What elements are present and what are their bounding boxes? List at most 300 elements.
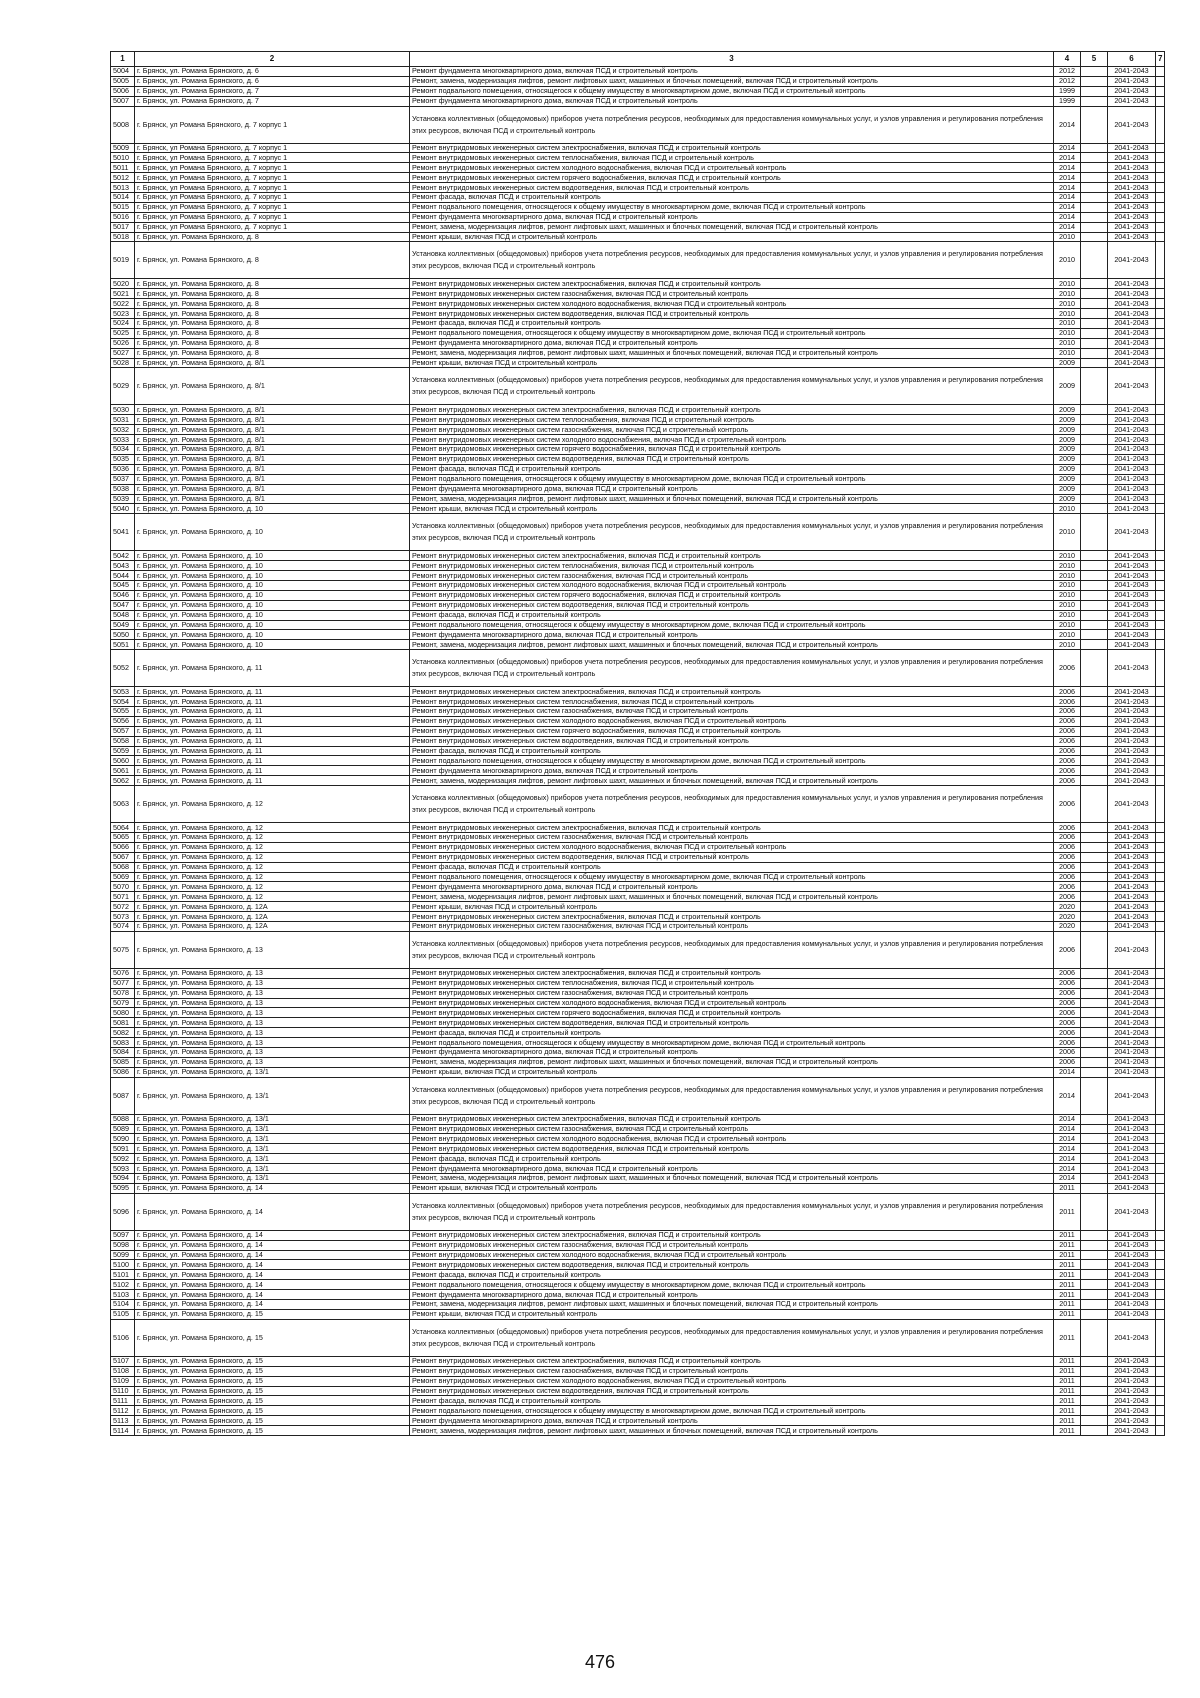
work-type-cell: Ремонт подвального помещения, относящегося к общему имуществу в многоквартирном доме, включая ПСД и строительный контроль	[410, 872, 1054, 882]
work-type-cell: Ремонт подвального помещения, относящегося к общему имуществу в многоквартирном доме, включая ПСД и строительный контроль	[410, 328, 1054, 338]
address-cell: г. Брянск, ул. Романа Брянского, д. 13	[135, 1028, 410, 1038]
table-row	[111, 882, 1165, 892]
commission-year-cell: 2006	[1054, 1057, 1081, 1067]
column-5-cell	[1081, 514, 1108, 551]
row-number-cell: 5052	[111, 650, 135, 687]
work-type-cell: Ремонт фасада, включая ПСД и строительный контроль	[410, 464, 1054, 474]
work-type-cell: Ремонт внутридомовых инженерных систем теплоснабжения, включая ПСД и строительный контроль	[410, 415, 1054, 425]
work-type-cell: Ремонт внутридомовых инженерных систем холодного водоснабжения, включая ПСД и строительный контроль	[410, 580, 1054, 590]
row-number-cell: 5013	[111, 183, 135, 193]
work-type-cell: Ремонт внутридомовых инженерных систем газоснабжения, включая ПСД и строительный контроль	[410, 571, 1054, 581]
address-cell: г. Брянск, ул. Романа Брянского, д. 13/1	[135, 1114, 410, 1124]
repair-period-cell: 2041-2043	[1108, 756, 1156, 766]
commission-year-cell: 2014	[1054, 183, 1081, 193]
address-cell: г. Брянск, ул. Романа Брянского, д. 8/1	[135, 464, 410, 474]
table-row	[111, 1356, 1165, 1366]
row-number-cell: 5091	[111, 1144, 135, 1154]
table-row	[111, 153, 1165, 163]
table-row	[111, 464, 1165, 474]
table-row	[111, 309, 1165, 319]
column-7-cell	[1156, 504, 1165, 514]
row-number-cell: 5109	[111, 1376, 135, 1386]
repair-period-cell: 2041-2043	[1108, 232, 1156, 242]
column-7-cell	[1156, 746, 1165, 756]
commission-year-cell: 2010	[1054, 309, 1081, 319]
work-type-cell: Ремонт внутридомовых инженерных систем холодного водоснабжения, включая ПСД и строительный контроль	[410, 1134, 1054, 1144]
table-row	[111, 484, 1165, 494]
column-7-cell	[1156, 1290, 1165, 1300]
address-cell: г. Брянск, ул. Романа Брянского, д. 13/1	[135, 1154, 410, 1164]
column-header: 3	[410, 52, 1054, 67]
commission-year-cell: 2011	[1054, 1240, 1081, 1250]
column-5-cell	[1081, 464, 1108, 474]
repair-period-cell: 2041-2043	[1108, 968, 1156, 978]
row-number-cell: 5093	[111, 1164, 135, 1174]
repair-period-cell: 2041-2043	[1108, 630, 1156, 640]
commission-year-cell: 2014	[1054, 1077, 1081, 1114]
commission-year-cell: 2014	[1054, 143, 1081, 153]
row-number-cell: 5077	[111, 978, 135, 988]
row-number-cell: 5064	[111, 823, 135, 833]
address-cell: г. Брянск, ул. Романа Брянского, д. 12	[135, 786, 410, 823]
address-cell: г. Брянск, ул. Романа Брянского, д. 12А	[135, 922, 410, 932]
table-row	[111, 289, 1165, 299]
column-5-cell	[1081, 620, 1108, 630]
column-5-cell	[1081, 1008, 1108, 1018]
column-5-cell	[1081, 1018, 1108, 1028]
column-7-cell	[1156, 1048, 1165, 1058]
commission-year-cell: 2006	[1054, 978, 1081, 988]
address-cell: г. Брянск, ул Романа Брянского, д. 7 корпус 1	[135, 106, 410, 143]
address-cell: г. Брянск, ул. Романа Брянского, д. 12	[135, 862, 410, 872]
address-cell: г. Брянск, ул. Романа Брянского, д. 13/1	[135, 1124, 410, 1134]
row-number-cell: 5062	[111, 776, 135, 786]
address-cell: г. Брянск, ул. Романа Брянского, д. 11	[135, 687, 410, 697]
table-row	[111, 1300, 1165, 1310]
address-cell: г. Брянск, ул. Романа Брянского, д. 13	[135, 998, 410, 1008]
column-5-cell	[1081, 736, 1108, 746]
commission-year-cell: 2006	[1054, 786, 1081, 823]
column-7-cell	[1156, 368, 1165, 405]
column-5-cell	[1081, 425, 1108, 435]
row-number-cell: 5021	[111, 289, 135, 299]
address-cell: г. Брянск, ул. Романа Брянского, д. 10	[135, 600, 410, 610]
repair-period-cell: 2041-2043	[1108, 1124, 1156, 1134]
commission-year-cell: 2006	[1054, 988, 1081, 998]
repair-period-cell: 2041-2043	[1108, 571, 1156, 581]
commission-year-cell: 2011	[1054, 1356, 1081, 1366]
column-5-cell	[1081, 202, 1108, 212]
address-cell: г. Брянск, ул. Романа Брянского, д. 11	[135, 706, 410, 716]
column-7-cell	[1156, 726, 1165, 736]
table-row	[111, 76, 1165, 86]
table-row	[111, 1057, 1165, 1067]
address-cell: г. Брянск, ул. Романа Брянского, д. 12	[135, 823, 410, 833]
table-row	[111, 620, 1165, 630]
table-row	[111, 474, 1165, 484]
column-5-cell	[1081, 988, 1108, 998]
column-7-cell	[1156, 1426, 1165, 1436]
commission-year-cell: 2009	[1054, 368, 1081, 405]
table-row	[111, 242, 1165, 279]
commission-year-cell: 2010	[1054, 299, 1081, 309]
row-number-cell: 5051	[111, 640, 135, 650]
table-row	[111, 1164, 1165, 1174]
repair-period-cell: 2041-2043	[1108, 454, 1156, 464]
commission-year-cell: 2006	[1054, 892, 1081, 902]
column-5-cell	[1081, 1250, 1108, 1260]
work-type-cell: Ремонт крыши, включая ПСД и строительный контроль	[410, 232, 1054, 242]
row-number-cell: 5023	[111, 309, 135, 319]
address-cell: г. Брянск, ул Романа Брянского, д. 7 корпус 1	[135, 183, 410, 193]
column-7-cell	[1156, 1309, 1165, 1319]
table-row	[111, 348, 1165, 358]
address-cell: г. Брянск, ул. Романа Брянского, д. 11	[135, 746, 410, 756]
column-5-cell	[1081, 746, 1108, 756]
column-7-cell	[1156, 1038, 1165, 1048]
column-7-cell	[1156, 106, 1165, 143]
repair-period-cell: 2041-2043	[1108, 1114, 1156, 1124]
address-cell: г. Брянск, ул. Романа Брянского, д. 10	[135, 514, 410, 551]
repair-period-cell: 2041-2043	[1108, 776, 1156, 786]
table-row	[111, 299, 1165, 309]
table-row	[111, 405, 1165, 415]
work-type-cell: Ремонт крыши, включая ПСД и строительный контроль	[410, 902, 1054, 912]
row-number-cell: 5082	[111, 1028, 135, 1038]
row-number-cell: 5029	[111, 368, 135, 405]
table-row	[111, 1366, 1165, 1376]
commission-year-cell: 2011	[1054, 1280, 1081, 1290]
column-7-cell	[1156, 1077, 1165, 1114]
column-5-cell	[1081, 580, 1108, 590]
column-7-cell	[1156, 902, 1165, 912]
address-cell: г. Брянск, ул. Романа Брянского, д. 8	[135, 328, 410, 338]
column-5-cell	[1081, 299, 1108, 309]
column-7-cell	[1156, 464, 1165, 474]
commission-year-cell: 2010	[1054, 348, 1081, 358]
table-row	[111, 697, 1165, 707]
work-type-cell: Ремонт внутридомовых инженерных систем теплоснабжения, включая ПСД и строительный контроль	[410, 697, 1054, 707]
table-row	[111, 1290, 1165, 1300]
table-row	[111, 222, 1165, 232]
column-7-cell	[1156, 580, 1165, 590]
column-7-cell	[1156, 1240, 1165, 1250]
column-5-cell	[1081, 571, 1108, 581]
column-5-cell	[1081, 1124, 1108, 1134]
table-row	[111, 1028, 1165, 1038]
row-number-cell: 5045	[111, 580, 135, 590]
work-type-cell: Ремонт фундамента многоквартирного дома, включая ПСД и строительный контроль	[410, 1290, 1054, 1300]
repair-period-cell: 2041-2043	[1108, 193, 1156, 203]
commission-year-cell: 2010	[1054, 514, 1081, 551]
row-number-cell: 5015	[111, 202, 135, 212]
table-row	[111, 1144, 1165, 1154]
column-7-cell	[1156, 143, 1165, 153]
column-7-cell	[1156, 299, 1165, 309]
commission-year-cell: 2014	[1054, 1114, 1081, 1124]
table-row	[111, 561, 1165, 571]
commission-year-cell: 2009	[1054, 415, 1081, 425]
column-5-cell	[1081, 504, 1108, 514]
table-row	[111, 580, 1165, 590]
commission-year-cell: 2010	[1054, 279, 1081, 289]
work-type-cell: Ремонт внутридомовых инженерных систем газоснабжения, включая ПСД и строительный контроль	[410, 706, 1054, 716]
table-row	[111, 786, 1165, 823]
table-row	[111, 1114, 1165, 1124]
commission-year-cell: 2009	[1054, 464, 1081, 474]
column-7-cell	[1156, 922, 1165, 932]
repair-period-cell: 2041-2043	[1108, 1144, 1156, 1154]
work-type-cell: Ремонт подвального помещения, относящегося к общему имуществу в многоквартирном доме, включая ПСД и строительный контроль	[410, 756, 1054, 766]
address-cell: г. Брянск, ул. Романа Брянского, д. 13/1	[135, 1134, 410, 1144]
column-5-cell	[1081, 1164, 1108, 1174]
table-row	[111, 640, 1165, 650]
column-header: 1	[111, 52, 135, 67]
work-type-cell: Ремонт, замена, модернизация лифтов, ремонт лифтовых шахт, машинных и блочных помещений, включая ПСД и строительный контроль	[410, 640, 1054, 650]
table-row	[111, 823, 1165, 833]
repair-period-cell: 2041-2043	[1108, 1008, 1156, 1018]
column-5-cell	[1081, 1230, 1108, 1240]
table-row	[111, 1154, 1165, 1164]
table-row	[111, 494, 1165, 504]
work-type-cell: Ремонт внутридомовых инженерных систем газоснабжения, включая ПСД и строительный контроль	[410, 1240, 1054, 1250]
address-cell: г. Брянск, ул. Романа Брянского, д. 8	[135, 348, 410, 358]
row-number-cell: 5076	[111, 968, 135, 978]
column-5-cell	[1081, 1144, 1108, 1154]
work-type-cell: Ремонт, замена, модернизация лифтов, ремонт лифтовых шахт, машинных и блочных помещений, включая ПСД и строительный контроль	[410, 348, 1054, 358]
table-row	[111, 978, 1165, 988]
commission-year-cell: 2006	[1054, 832, 1081, 842]
address-cell: г. Брянск, ул. Романа Брянского, д. 14	[135, 1290, 410, 1300]
row-number-cell: 5004	[111, 67, 135, 77]
repair-period-cell: 2041-2043	[1108, 106, 1156, 143]
column-7-cell	[1156, 484, 1165, 494]
column-7-cell	[1156, 736, 1165, 746]
column-7-cell	[1156, 435, 1165, 445]
work-type-cell: Установка коллективных (общедомовых) приборов учета потребления ресурсов, необходимых для предоставления коммунальных услуг, и узлов управления и регулирования потребления этих ресурсов, включая ПСД и строительный контроль	[410, 786, 1054, 823]
row-number-cell: 5097	[111, 1230, 135, 1240]
column-5-cell	[1081, 106, 1108, 143]
repair-period-cell: 2041-2043	[1108, 600, 1156, 610]
repair-period-cell: 2041-2043	[1108, 319, 1156, 329]
row-number-cell: 5012	[111, 173, 135, 183]
commission-year-cell: 2006	[1054, 746, 1081, 756]
work-type-cell: Ремонт внутридомовых инженерных систем газоснабжения, включая ПСД и строительный контроль	[410, 289, 1054, 299]
work-type-cell: Ремонт, замена, модернизация лифтов, ремонт лифтовых шахт, машинных и блочных помещений, включая ПСД и строительный контроль	[410, 222, 1054, 232]
commission-year-cell: 2006	[1054, 862, 1081, 872]
work-type-cell: Ремонт внутридомовых инженерных систем водоотведения, включая ПСД и строительный контроль	[410, 852, 1054, 862]
column-header: 7	[1156, 52, 1165, 67]
repair-period-cell: 2041-2043	[1108, 650, 1156, 687]
repair-period-cell: 2041-2043	[1108, 183, 1156, 193]
row-number-cell: 5049	[111, 620, 135, 630]
repair-period-cell: 2041-2043	[1108, 1416, 1156, 1426]
row-number-cell: 5054	[111, 697, 135, 707]
work-type-cell: Ремонт внутридомовых инженерных систем горячего водоснабжения, включая ПСД и строительный контроль	[410, 726, 1054, 736]
column-7-cell	[1156, 1067, 1165, 1077]
commission-year-cell: 2006	[1054, 968, 1081, 978]
table-row	[111, 1240, 1165, 1250]
row-number-cell: 5016	[111, 212, 135, 222]
commission-year-cell: 2006	[1054, 823, 1081, 833]
repair-period-cell: 2041-2043	[1108, 766, 1156, 776]
address-cell: г. Брянск, ул. Романа Брянского, д. 13/1	[135, 1067, 410, 1077]
column-7-cell	[1156, 319, 1165, 329]
commission-year-cell: 2010	[1054, 338, 1081, 348]
row-number-cell: 5101	[111, 1270, 135, 1280]
commission-year-cell: 2011	[1054, 1376, 1081, 1386]
row-number-cell: 5105	[111, 1309, 135, 1319]
column-7-cell	[1156, 600, 1165, 610]
address-cell: г. Брянск, ул. Романа Брянского, д. 10	[135, 580, 410, 590]
address-cell: г. Брянск, ул. Романа Брянского, д. 14	[135, 1193, 410, 1230]
address-cell: г. Брянск, ул Романа Брянского, д. 7 корпус 1	[135, 153, 410, 163]
work-type-cell: Ремонт подвального помещения, относящегося к общему имуществу в многоквартирном доме, включая ПСД и строительный контроль	[410, 1280, 1054, 1290]
column-7-cell	[1156, 1144, 1165, 1154]
table-row	[111, 328, 1165, 338]
commission-year-cell: 2011	[1054, 1260, 1081, 1270]
work-type-cell: Установка коллективных (общедомовых) приборов учета потребления ресурсов, необходимых для предоставления коммунальных услуг, и узлов управления и регулирования потребления этих ресурсов, включая ПСД и строительный контроль	[410, 242, 1054, 279]
address-cell: г. Брянск, ул. Романа Брянского, д. 8	[135, 309, 410, 319]
commission-year-cell: 2009	[1054, 454, 1081, 464]
repair-period-cell: 2041-2043	[1108, 202, 1156, 212]
column-5-cell	[1081, 882, 1108, 892]
column-5-cell	[1081, 222, 1108, 232]
column-7-cell	[1156, 687, 1165, 697]
commission-year-cell: 2006	[1054, 998, 1081, 1008]
address-cell: г. Брянск, ул. Романа Брянского, д. 15	[135, 1376, 410, 1386]
repair-period-cell: 2041-2043	[1108, 328, 1156, 338]
commission-year-cell: 2009	[1054, 358, 1081, 368]
work-type-cell: Ремонт внутридомовых инженерных систем горячего водоснабжения, включая ПСД и строительный контроль	[410, 445, 1054, 455]
column-7-cell	[1156, 514, 1165, 551]
table-row	[111, 706, 1165, 716]
commission-year-cell: 2009	[1054, 474, 1081, 484]
address-cell: г. Брянск, ул. Романа Брянского, д. 15	[135, 1319, 410, 1356]
commission-year-cell: 2011	[1054, 1416, 1081, 1426]
column-7-cell	[1156, 1154, 1165, 1164]
table-row	[111, 1008, 1165, 1018]
column-7-cell	[1156, 571, 1165, 581]
commission-year-cell: 2010	[1054, 504, 1081, 514]
commission-year-cell: 2014	[1054, 1124, 1081, 1134]
work-type-cell: Ремонт фасада, включая ПСД и строительный контроль	[410, 1270, 1054, 1280]
repair-period-cell: 2041-2043	[1108, 1067, 1156, 1077]
repair-period-cell: 2041-2043	[1108, 153, 1156, 163]
address-cell: г. Брянск, ул. Романа Брянского, д. 12А	[135, 912, 410, 922]
address-cell: г. Брянск, ул. Романа Брянского, д. 14	[135, 1250, 410, 1260]
commission-year-cell: 2014	[1054, 1134, 1081, 1144]
column-7-cell	[1156, 289, 1165, 299]
column-5-cell	[1081, 1183, 1108, 1193]
address-cell: г. Брянск, ул. Романа Брянского, д. 8/1	[135, 484, 410, 494]
column-5-cell	[1081, 716, 1108, 726]
address-cell: г. Брянск, ул Романа Брянского, д. 7 корпус 1	[135, 212, 410, 222]
column-5-cell	[1081, 1154, 1108, 1164]
column-5-cell	[1081, 1309, 1108, 1319]
column-7-cell	[1156, 697, 1165, 707]
column-7-cell	[1156, 1134, 1165, 1144]
column-5-cell	[1081, 1067, 1108, 1077]
column-7-cell	[1156, 153, 1165, 163]
address-cell: г. Брянск, ул. Романа Брянского, д. 10	[135, 630, 410, 640]
column-7-cell	[1156, 183, 1165, 193]
repair-period-cell: 2041-2043	[1108, 415, 1156, 425]
commission-year-cell: 2014	[1054, 1067, 1081, 1077]
column-5-cell	[1081, 193, 1108, 203]
column-5-cell	[1081, 1048, 1108, 1058]
address-cell: г. Брянск, ул. Романа Брянского, д. 11	[135, 736, 410, 746]
commission-year-cell: 2006	[1054, 687, 1081, 697]
address-cell: г. Брянск, ул. Романа Брянского, д. 11	[135, 766, 410, 776]
table-body	[111, 67, 1165, 1436]
address-cell: г. Брянск, ул. Романа Брянского, д. 6	[135, 76, 410, 86]
column-5-cell	[1081, 484, 1108, 494]
commission-year-cell: 2009	[1054, 425, 1081, 435]
row-number-cell: 5009	[111, 143, 135, 153]
row-number-cell: 5039	[111, 494, 135, 504]
repair-period-cell: 2041-2043	[1108, 922, 1156, 932]
row-number-cell: 5032	[111, 425, 135, 435]
column-7-cell	[1156, 1280, 1165, 1290]
address-cell: г. Брянск, ул. Романа Брянского, д. 10	[135, 561, 410, 571]
repair-period-cell: 2041-2043	[1108, 1426, 1156, 1436]
repair-period-cell: 2041-2043	[1108, 1230, 1156, 1240]
work-type-cell: Ремонт внутридомовых инженерных систем теплоснабжения, включая ПСД и строительный контроль	[410, 978, 1054, 988]
repair-period-cell: 2041-2043	[1108, 242, 1156, 279]
column-5-cell	[1081, 1290, 1108, 1300]
table-row	[111, 183, 1165, 193]
table-header-row	[111, 52, 1165, 67]
work-type-cell: Ремонт фасада, включая ПСД и строительный контроль	[410, 1396, 1054, 1406]
column-7-cell	[1156, 640, 1165, 650]
table-row	[111, 86, 1165, 96]
repair-period-cell: 2041-2043	[1108, 1270, 1156, 1280]
row-number-cell: 5060	[111, 756, 135, 766]
commission-year-cell: 2010	[1054, 289, 1081, 299]
row-number-cell: 5092	[111, 1154, 135, 1164]
column-7-cell	[1156, 561, 1165, 571]
work-type-cell: Ремонт внутридомовых инженерных систем горячего водоснабжения, включая ПСД и строительный контроль	[410, 590, 1054, 600]
table-row	[111, 202, 1165, 212]
repair-period-cell: 2041-2043	[1108, 1183, 1156, 1193]
repair-period-cell: 2041-2043	[1108, 1048, 1156, 1058]
table-row	[111, 842, 1165, 852]
column-7-cell	[1156, 650, 1165, 687]
address-cell: г. Брянск, ул. Романа Брянского, д. 14	[135, 1230, 410, 1240]
row-number-cell: 5071	[111, 892, 135, 902]
work-type-cell: Ремонт фундамента многоквартирного дома, включая ПСД и строительный контроль	[410, 338, 1054, 348]
row-number-cell: 5099	[111, 1250, 135, 1260]
address-cell: г. Брянск, ул. Романа Брянского, д. 15	[135, 1416, 410, 1426]
address-cell: г. Брянск, ул. Романа Брянского, д. 8	[135, 242, 410, 279]
column-5-cell	[1081, 776, 1108, 786]
column-header: 6	[1108, 52, 1156, 67]
work-type-cell: Ремонт фундамента многоквартирного дома, включая ПСД и строительный контроль	[410, 484, 1054, 494]
repair-period-cell: 2041-2043	[1108, 697, 1156, 707]
column-7-cell	[1156, 1416, 1165, 1426]
work-type-cell: Ремонт фасада, включая ПСД и строительный контроль	[410, 1154, 1054, 1164]
table-row	[111, 1376, 1165, 1386]
column-5-cell	[1081, 153, 1108, 163]
column-5-cell	[1081, 766, 1108, 776]
column-7-cell	[1156, 998, 1165, 1008]
commission-year-cell: 2009	[1054, 484, 1081, 494]
repair-period-cell: 2041-2043	[1108, 1134, 1156, 1144]
repair-period-cell: 2041-2043	[1108, 1280, 1156, 1290]
commission-year-cell: 2010	[1054, 551, 1081, 561]
column-7-cell	[1156, 1300, 1165, 1310]
